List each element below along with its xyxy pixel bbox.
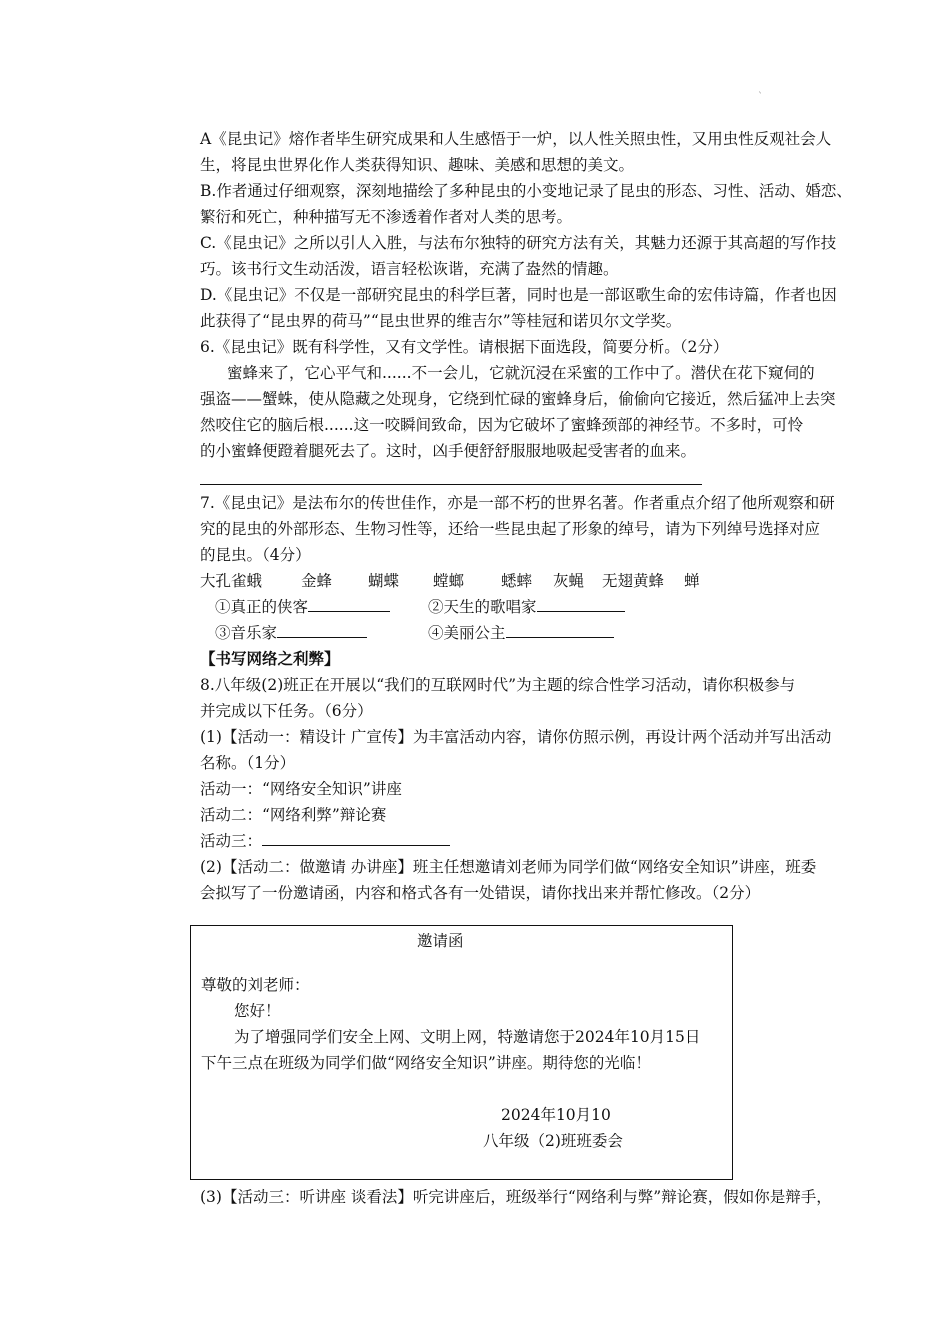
nickname-4 [428, 623, 614, 643]
insect-option: 无翅黄蜂 [602, 572, 665, 590]
passage-line-2: 强盗——蟹蛛，使从隐藏之处现身，它绕到忙碌的蜜蜂身后，偷偷向它接近，然后猛冲上去突 [200, 390, 836, 408]
nickname-label: ③音乐家 [215, 624, 278, 642]
letter-date: 2024年10月10 [501, 1106, 611, 1124]
answer-blank[interactable] [277, 623, 367, 638]
insect-option: 灰蝇 [553, 572, 585, 590]
nickname-1 [215, 597, 390, 617]
insect-option: 蝴蝶 [368, 572, 400, 590]
answer-blank[interactable] [537, 597, 625, 612]
insect-option: 螳螂 [433, 572, 465, 590]
passage-line-4: 的小蜜蜂便蹬着腿死去了。这时，凶手便舒舒服服地吸起受害者的血来。 [200, 442, 697, 460]
insect-option: 蝉 [684, 572, 700, 590]
letter-body-line-2: 下午三点在班级为同学们做“网络安全知识”讲座。期待您的光临！ [201, 1054, 651, 1072]
option-a-line-1: A《昆虫记》熔作者毕生研究成果和人生感悟于一炉，以人性关照虫性，又用虫性反观社会人 [200, 130, 832, 148]
question-7-line-1: 7.《昆虫记》是法布尔的传世佳作，亦是一部不朽的世界名著。作者重点介绍了他所观察和研 [200, 494, 835, 512]
option-d-line-2: 此获得了“昆虫界的荷马”“昆虫世界的维吉尔”等桂冠和诺贝尔文学奖。 [200, 312, 682, 330]
nickname-3 [215, 623, 367, 643]
activity-one: 活动一：“网络安全知识”讲座 [200, 780, 402, 798]
activity-two: 活动二：“网络利弊”辩论赛 [200, 806, 387, 824]
activity-3-prompt: (3)【活动三：听讲座 谈看法】听完讲座后，班级举行“网络利与弊”辩论赛，假如你是辩手， [200, 1188, 832, 1206]
passage-line-3: 然咬住它的脑后根......这一咬瞬间致命，因为它破坏了蜜蜂颈部的神经节。不多时，可怜 [200, 416, 804, 434]
answer-blank[interactable] [506, 623, 614, 638]
question-7-line-2: 究的昆虫的外部形态、生物习性等，还给一些昆虫起了形象的绰号，请为下列绰号选择对应 [200, 520, 821, 538]
insect-option: 大孔雀蛾 [200, 572, 263, 590]
option-b-line-1: B.作者通过仔细观察，深刻地描绘了多种昆虫的小变地记录了昆虫的形态、习性、活动、婚恋、 [200, 182, 852, 200]
nickname-label: ②天生的歌唱家 [428, 598, 537, 616]
letter-greeting: 您好！ [234, 1002, 281, 1020]
letter-salutation: 尊敬的刘老师： [201, 976, 310, 994]
passage-line-1: 蜜蜂来了，它心平气和......不一会儿，它就沉浸在采蜜的工作中了。潜伏在花下窥伺的 [227, 364, 815, 382]
section-title: 【书写网络之利弊】 [200, 649, 340, 668]
question-8-line-1: 8.八年级(2)班正在开展以“我们的互联网时代”为主题的综合性学习活动，请你积极参与 [200, 676, 796, 694]
activity-three [200, 831, 450, 851]
insect-option: 蟋蟀 [501, 572, 533, 590]
question-6: 6.《昆虫记》既有科学性，又有文学性。请根据下面选段，简要分析。（2分） [200, 338, 729, 356]
option-d-line-1: D.《昆虫记》不仅是一部研究昆虫的科学巨著，同时也是一部讴歌生命的宏伟诗篇，作者也因 [200, 286, 837, 304]
invitation-letter-box [190, 925, 733, 1180]
letter-signature: 八年级（2)班班委会 [483, 1132, 623, 1150]
letter-title: 邀请函 [417, 932, 464, 950]
question-8-line-2: 并完成以下任务。（6分） [200, 702, 373, 720]
activity-2-prompt-line-1: (2)【活动二：做邀请 办讲座】班主任想邀请刘老师为同学们做“网络安全知识”讲座，班委 [200, 858, 817, 876]
activity-1-prompt-line-2: 名称。（1分） [200, 754, 296, 772]
option-c-line-1: C.《昆虫记》之所以引人入胜，与法布尔独特的研究方法有关，其魅力还源于其高超的写作技 [200, 234, 837, 252]
letter-body-line-1: 为了增强同学们安全上网、文明上网，特邀请您于2024年10月15日 [234, 1028, 701, 1046]
option-a-line-2: 生，将昆虫世界化作人类获得知识、趣味、美感和思想的美文。 [200, 156, 635, 174]
answer-blank[interactable] [308, 597, 390, 612]
answer-line-q6[interactable] [200, 484, 702, 485]
answer-blank[interactable] [262, 831, 450, 846]
option-b-line-2: 繁衍和死亡，种种描写无不渗透着作者对人类的思考。 [200, 208, 573, 226]
corner-mark: ` [758, 92, 763, 103]
activity-three-label: 活动三： [200, 832, 263, 850]
question-7-line-3: 的昆虫。（4分） [200, 546, 311, 564]
option-c-line-2: 巧。该书行文生动活泼，语言轻松诙谐，充满了盎然的情趣。 [200, 260, 619, 278]
activity-1-prompt-line-1: (1)【活动一：精设计 广宣传】为丰富活动内容，请你仿照示例，再设计两个活动并写出活动 [200, 728, 832, 746]
activity-2-prompt-line-2: 会拟写了一份邀请函，内容和格式各有一处错误，请你找出来并帮忙修改。（2分） [200, 884, 761, 902]
nickname-label: ①真正的侠客 [215, 598, 309, 616]
nickname-2 [428, 597, 625, 617]
nickname-label: ④美丽公主 [428, 624, 506, 642]
insect-option: 金蜂 [301, 572, 333, 590]
